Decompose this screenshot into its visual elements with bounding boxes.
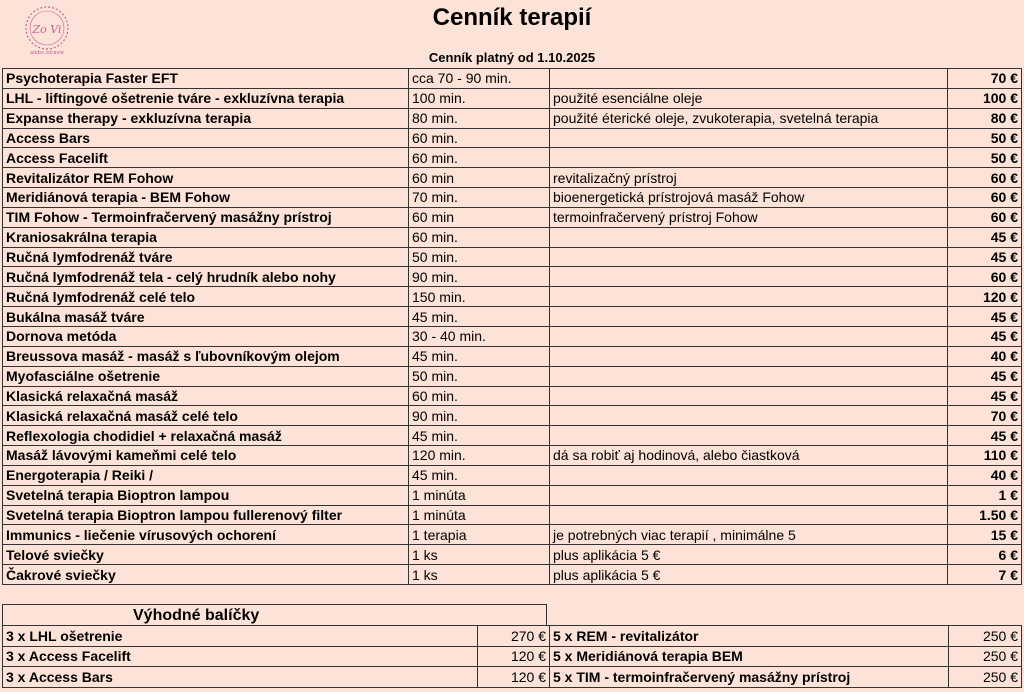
- therapy-row: [3, 545, 1022, 565]
- therapy-name: Ručná lymfodrenáž tváre: [3, 247, 409, 267]
- package-row: [3, 646, 1022, 667]
- therapy-note: [550, 287, 948, 307]
- therapy-row: [3, 485, 1022, 505]
- therapy-price: 80 €: [948, 108, 1022, 128]
- therapy-duration: 1 minúta: [409, 485, 550, 505]
- therapy-duration: 45 min.: [409, 307, 550, 327]
- therapy-note: [550, 128, 948, 148]
- logo-text: Zo Vi: [32, 23, 62, 36]
- therapy-price: 50 €: [948, 148, 1022, 168]
- therapy-duration: 30 - 40 min.: [409, 326, 550, 346]
- therapy-price: 45 €: [948, 307, 1022, 327]
- therapy-price: 1 €: [948, 485, 1022, 505]
- therapy-row: [3, 287, 1022, 307]
- package-name: 3 x LHL ošetrenie: [3, 626, 478, 647]
- therapy-price: 60 €: [948, 168, 1022, 188]
- therapy-name: Expanse therapy - exkluzívna terapia: [3, 108, 409, 128]
- price-table: [2, 68, 1022, 585]
- therapy-row: [3, 247, 1022, 267]
- package-price: 250 €: [949, 667, 1022, 688]
- therapy-name: Meridiánová terapia - BEM Fohow: [3, 188, 409, 208]
- therapy-duration: 120 min.: [409, 446, 550, 466]
- therapy-price: 70 €: [948, 69, 1022, 89]
- therapy-row: [3, 307, 1022, 327]
- package-name: 5 x Meridiánová terapia BEM: [550, 646, 949, 667]
- therapy-duration: 60 min.: [409, 148, 550, 168]
- therapy-name: Revitalizátor REM Fohow: [3, 168, 409, 188]
- therapy-duration: 45 min.: [409, 465, 550, 485]
- therapy-note: [550, 307, 948, 327]
- therapy-note: [550, 485, 948, 505]
- therapy-name: Klasická relaxačná masáž celé telo: [3, 406, 409, 426]
- package-row: [3, 667, 1022, 688]
- therapy-note: [550, 426, 948, 446]
- therapy-name: Telové sviečky: [3, 545, 409, 565]
- therapy-duration: 60 min: [409, 207, 550, 227]
- therapy-price: 110 €: [948, 446, 1022, 466]
- therapy-name: Dornova metóda: [3, 326, 409, 346]
- therapy-duration: 1 ks: [409, 545, 550, 565]
- package-price: 120 €: [478, 667, 550, 688]
- therapy-row: [3, 446, 1022, 466]
- therapy-name: Psychoterapia Faster EFT: [3, 69, 409, 89]
- therapy-name: Reflexologia chodidiel + relaxačná masáž: [3, 426, 409, 446]
- therapy-duration: 80 min.: [409, 108, 550, 128]
- therapy-price: 40 €: [948, 346, 1022, 366]
- therapy-name: Klasická relaxačná masáž: [3, 386, 409, 406]
- therapy-duration: 150 min.: [409, 287, 550, 307]
- therapy-row: [3, 88, 1022, 108]
- therapy-price: 45 €: [948, 227, 1022, 247]
- page-title: Cenník terapií: [432, 4, 592, 31]
- therapy-price: 100 €: [948, 88, 1022, 108]
- therapy-duration: 70 min.: [409, 188, 550, 208]
- therapy-note: bioenergetická prístrojová masáž Fohow: [550, 188, 948, 208]
- therapy-row: [3, 386, 1022, 406]
- package-name: 5 x TIM - termoinfračervený masážny prístroj: [550, 667, 949, 688]
- therapy-duration: 90 min.: [409, 406, 550, 426]
- therapy-row: [3, 346, 1022, 366]
- therapy-note: [550, 386, 948, 406]
- therapy-price: 60 €: [948, 188, 1022, 208]
- therapy-name: Breussova masáž - masáž s ľubovníkovým olejom: [3, 346, 409, 366]
- therapy-duration: 60 min: [409, 168, 550, 188]
- therapy-price: 45 €: [948, 366, 1022, 386]
- therapy-row: [3, 207, 1022, 227]
- therapy-name: Kraniosakrálna terapia: [3, 227, 409, 247]
- therapy-name: Svetelná terapia Bioptron lampou: [3, 485, 409, 505]
- therapy-note: [550, 148, 948, 168]
- logo-subtext: alebo zdravie: [30, 50, 64, 56]
- therapy-row: [3, 465, 1022, 485]
- therapy-note: [550, 465, 948, 485]
- therapy-row: [3, 525, 1022, 545]
- therapy-price: 1.50 €: [948, 505, 1022, 525]
- valid-from-note: Cenník platný od 1.10.2025: [428, 50, 596, 65]
- package-row: [3, 626, 1022, 647]
- therapy-note: [550, 227, 948, 247]
- therapy-duration: 1 ks: [409, 565, 550, 585]
- therapy-row: [3, 426, 1022, 446]
- therapy-row: [3, 227, 1022, 247]
- therapy-name: Čakrové sviečky: [3, 565, 409, 585]
- therapy-row: [3, 505, 1022, 525]
- therapy-row: [3, 188, 1022, 208]
- therapy-duration: 60 min.: [409, 227, 550, 247]
- packages-table-body: [3, 626, 1022, 688]
- package-price: 270 €: [478, 626, 550, 647]
- therapy-note: plus aplikácia 5 €: [550, 545, 948, 565]
- therapy-note: dá sa robiť aj hodinová, alebo čiastková: [550, 446, 948, 466]
- therapy-price: 6 €: [948, 545, 1022, 565]
- therapy-name: Energoterapia / Reiki /: [3, 465, 409, 485]
- therapy-duration: 50 min.: [409, 247, 550, 267]
- therapy-note: [550, 326, 948, 346]
- therapy-row: [3, 69, 1022, 89]
- therapy-price: 120 €: [948, 287, 1022, 307]
- therapy-note: je potrebných viac terapií , minimálne 5: [550, 525, 948, 545]
- therapy-price: 60 €: [948, 207, 1022, 227]
- therapy-note: použité esenciálne oleje: [550, 88, 948, 108]
- therapy-name: Svetelná terapia Bioptron lampou fullerenový filter: [3, 505, 409, 525]
- therapy-duration: cca 70 - 90 min.: [409, 69, 550, 89]
- price-table-body: [3, 69, 1022, 585]
- therapy-name: LHL - liftingové ošetrenie tváre - exkluzívna terapia: [3, 88, 409, 108]
- therapy-row: [3, 366, 1022, 386]
- therapy-row: [3, 326, 1022, 346]
- therapy-note: [550, 366, 948, 386]
- therapy-price: 15 €: [948, 525, 1022, 545]
- therapy-price: 60 €: [948, 267, 1022, 287]
- therapy-name: Ručná lymfodrenáž tela - celý hrudník alebo nohy: [3, 267, 409, 287]
- packages-title: Výhodné balíčky: [2, 604, 547, 625]
- therapy-row: [3, 108, 1022, 128]
- therapy-note: [550, 247, 948, 267]
- package-name: 5 x REM - revitalizátor: [550, 626, 949, 647]
- therapy-note: [550, 505, 948, 525]
- therapy-price: 45 €: [948, 247, 1022, 267]
- therapy-row: [3, 406, 1022, 426]
- therapy-row: [3, 565, 1022, 585]
- therapy-row: [3, 168, 1022, 188]
- therapy-name: Access Facelift: [3, 148, 409, 168]
- therapy-duration: 50 min.: [409, 366, 550, 386]
- therapy-note: plus aplikácia 5 €: [550, 565, 948, 585]
- therapy-price: 45 €: [948, 426, 1022, 446]
- therapy-name: Ručná lymfodrenáž celé telo: [3, 287, 409, 307]
- therapy-note: [550, 346, 948, 366]
- packages-table: [2, 625, 1022, 688]
- therapy-price: 50 €: [948, 128, 1022, 148]
- therapy-note: [550, 406, 948, 426]
- therapy-note: použité éterické oleje, zvukoterapia, svetelná terapia: [550, 108, 948, 128]
- therapy-price: 45 €: [948, 326, 1022, 346]
- therapy-note: [550, 267, 948, 287]
- package-price: 250 €: [949, 626, 1022, 647]
- therapy-duration: 1 terapia: [409, 525, 550, 545]
- therapy-name: TIM Fohow - Termoinfračervený masážny prístroj: [3, 207, 409, 227]
- therapy-price: 7 €: [948, 565, 1022, 585]
- therapy-price: 40 €: [948, 465, 1022, 485]
- package-price: 250 €: [949, 646, 1022, 667]
- therapy-note: revitalizačný prístroj: [550, 168, 948, 188]
- therapy-duration: 45 min.: [409, 426, 550, 446]
- therapy-duration: 90 min.: [409, 267, 550, 287]
- therapy-price: 45 €: [948, 386, 1022, 406]
- therapy-row: [3, 267, 1022, 287]
- package-price: 120 €: [478, 646, 550, 667]
- therapy-duration: 60 min.: [409, 128, 550, 148]
- therapy-name: Myofasciálne ošetrenie: [3, 366, 409, 386]
- therapy-row: [3, 148, 1022, 168]
- therapy-note: [550, 69, 948, 89]
- package-name: 3 x Access Facelift: [3, 646, 478, 667]
- package-name: 3 x Access Bars: [3, 667, 478, 688]
- therapy-price: 70 €: [948, 406, 1022, 426]
- therapy-duration: 45 min.: [409, 346, 550, 366]
- therapy-name: Immunics - liečenie vírusových ochorení: [3, 525, 409, 545]
- therapy-name: Access Bars: [3, 128, 409, 148]
- therapy-name: Bukálna masáž tváre: [3, 307, 409, 327]
- therapy-duration: 1 minúta: [409, 505, 550, 525]
- therapy-duration: 100 min.: [409, 88, 550, 108]
- therapy-row: [3, 128, 1022, 148]
- therapy-note: termoinfračervený prístroj Fohow: [550, 207, 948, 227]
- therapy-duration: 60 min.: [409, 386, 550, 406]
- therapy-name: Masáž lávovými kameňmi celé telo: [3, 446, 409, 466]
